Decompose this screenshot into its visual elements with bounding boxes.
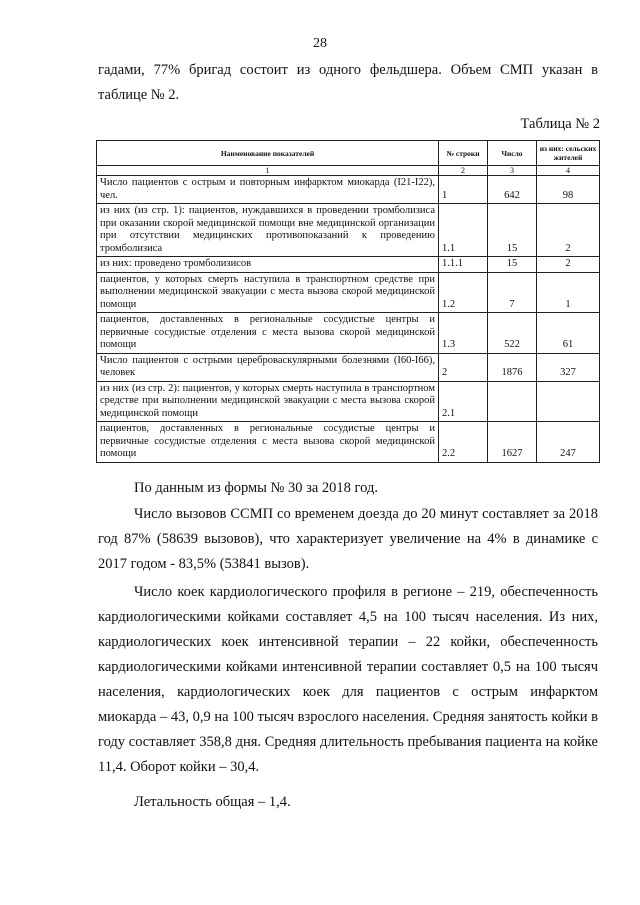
table-row	[97, 381, 600, 422]
table-row	[97, 313, 600, 354]
column-number: 4	[537, 166, 600, 176]
table-row	[97, 422, 600, 463]
column-number: 1	[97, 166, 439, 176]
row-rural: 2	[537, 204, 600, 257]
row-code: 2.1	[439, 381, 488, 422]
header-count: Число	[488, 141, 537, 166]
row-rural	[537, 381, 600, 422]
row-code: 2.2	[439, 422, 488, 463]
table-row	[97, 353, 600, 381]
indicator-name: Число пациентов с острым и повторным инфарктом миокарда (I21-I22), чел.	[97, 176, 439, 204]
table-row	[97, 176, 600, 204]
row-value: 1627	[488, 422, 537, 463]
row-rural: 247	[537, 422, 600, 463]
row-code: 1	[439, 176, 488, 204]
header-rural: из них: сельских жителей	[537, 141, 600, 166]
indicator-name: из них: проведено тромболизисов	[97, 257, 439, 273]
indicator-name: Число пациентов с острыми цереброваскулярными болезнями (I60-I66), человек	[97, 353, 439, 381]
table-caption: Таблица № 2	[520, 116, 600, 132]
indicator-name: из них (из стр. 1): пациентов, нуждавшихся в проведении тромболизиса при оказании скорой медицинской помощи вне медицинской организации при отсутствии медицинских противопоказаний к проведению тромболизиса	[97, 204, 439, 257]
row-rural: 2	[537, 257, 600, 273]
row-code: 1.1	[439, 204, 488, 257]
table-row	[97, 204, 600, 257]
page-number: 28	[313, 36, 327, 51]
row-value	[488, 381, 537, 422]
row-rural: 327	[537, 353, 600, 381]
row-rural: 1	[537, 272, 600, 313]
indicator-name: из них (из стр. 2): пациентов, у которых смерть наступила в транспортном средстве при выполнении медицинской эвакуации с места вызова скорой медицинской помощи	[97, 381, 439, 422]
row-code: 2	[439, 353, 488, 381]
calls-paragraph: Число вызовов ССМП со временем доезда до 20 минут составляет за 2018 год 87% (58639 вызовов), что характеризует увеличение на 4% в динамике с 2017 годом - 83,5% (53841 вызов).	[98, 506, 598, 572]
row-value: 522	[488, 313, 537, 354]
indicator-name: пациентов, у которых смерть наступила в транспортном средстве при выполнении медицинской эвакуации с места вызова скорой медицинской помощи	[97, 272, 439, 313]
table-row	[97, 257, 600, 273]
row-value: 15	[488, 257, 537, 273]
row-value: 1876	[488, 353, 537, 381]
source-note-paragraph: По данным из формы № 30 за 2018 год.	[134, 480, 378, 496]
row-rural: 61	[537, 313, 600, 354]
indicators-table	[96, 140, 600, 463]
row-code: 1.1.1	[439, 257, 488, 273]
mortality-paragraph: Летальность общая – 1,4.	[134, 794, 291, 810]
row-value: 7	[488, 272, 537, 313]
row-rural: 98	[537, 176, 600, 204]
indicator-name: пациентов, доставленных в региональные сосудистые центры и первичные сосудистые отделения с места вызова скорой медицинской помощи	[97, 422, 439, 463]
indicator-name: пациентов, доставленных в региональные сосудистые центры и первичные сосудистые отделения с места вызова скорой медицинской помощи	[97, 313, 439, 354]
table-header-row	[97, 141, 600, 166]
column-number: 3	[488, 166, 537, 176]
column-number-row	[97, 166, 600, 176]
header-indicator-name: Наименование показателей	[97, 141, 439, 166]
intro-paragraph: гадами, 77% бригад состоит из одного фельдшера. Объем СМП указан в таблице № 2.	[98, 62, 598, 103]
row-value: 642	[488, 176, 537, 204]
column-number: 2	[439, 166, 488, 176]
row-value: 15	[488, 204, 537, 257]
row-code: 1.2	[439, 272, 488, 313]
table-row	[97, 272, 600, 313]
beds-paragraph: Число коек кардиологического профиля в регионе – 219, обеспеченность кардиологическими койками составляет 4,5 на 100 тысяч населения. Из них, кардиологических коек интенсивной терапии – 22 койки, обеспеченность кардиологическими койками интенсивной терапии составляет 0,5 на 100 тысяч населения, кардиологических коек для пациентов с острым инфарктом миокарда – 43, 0,9 на 100 тысяч взрослого населения. Средняя занятость койки в году составляет 358,8 дня. Средняя длительность пребывания пациента на койке 11,4. Оборот койки – 30,4.	[98, 584, 599, 775]
header-row-number: № строки	[439, 141, 488, 166]
row-code: 1.3	[439, 313, 488, 354]
